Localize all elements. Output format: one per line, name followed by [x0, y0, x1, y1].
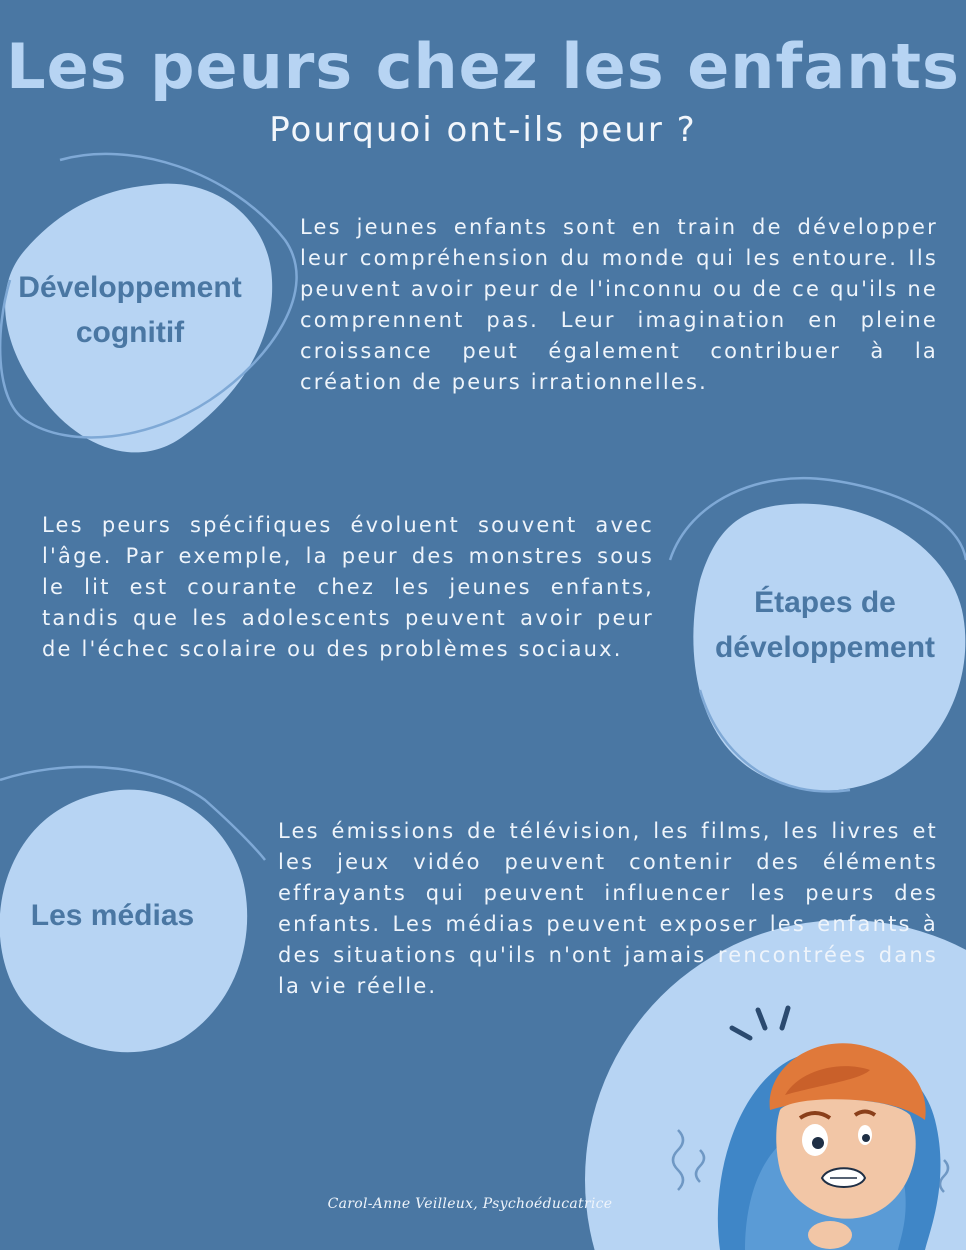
- section-text-medias: Les émissions de télévision, les films, les livres et les jeux vidéo peuvent contenir des éléments effrayants qui peuvent influencer les peurs des enfants. Les médias peuvent exposer les enfants à des situations qu'ils n'ont jamais rencontrées dans la vie réelle.: [278, 819, 938, 998]
- section-label-cognitif: [0, 265, 260, 355]
- section-label-line2: développement: [714, 631, 936, 664]
- page-subtitle: Pourquoi ont-ils peur ?: [269, 110, 697, 150]
- section-label-line1: Les médias: [30, 899, 195, 932]
- section-text-cognitif: Les jeunes enfants sont en train de développer leur compréhension du monde qui les entoure. Ils peuvent avoir peur de l'inconnu ou de ce qu'ils ne comprennent pas. Leur imagination en pleine croissance peut également contribuer à la création de peurs irrationnelles.: [300, 215, 938, 394]
- section-label-etapes: [690, 580, 960, 670]
- section-label-line2: cognitif: [75, 316, 185, 349]
- page-title: Les peurs chez les enfants: [6, 30, 960, 103]
- section-label-medias: [0, 893, 225, 938]
- section-text-etapes: Les peurs spécifiques évoluent souvent avec l'âge. Par exemple, la peur des monstres sous le lit est courante chez les jeunes enfants, tandis que les adolescents peuvent avoir peur de l'échec scolaire ou des problèmes sociaux.: [42, 513, 654, 661]
- scared-child-illustration: [560, 1000, 966, 1250]
- section-label-line1: Étapes de: [754, 586, 896, 619]
- section-label-line1: Développement: [18, 271, 242, 304]
- author-credit: Carol-Anne Veilleux, Psychoéducatrice: [327, 1196, 613, 1212]
- fear-marks-icon: [732, 1008, 788, 1038]
